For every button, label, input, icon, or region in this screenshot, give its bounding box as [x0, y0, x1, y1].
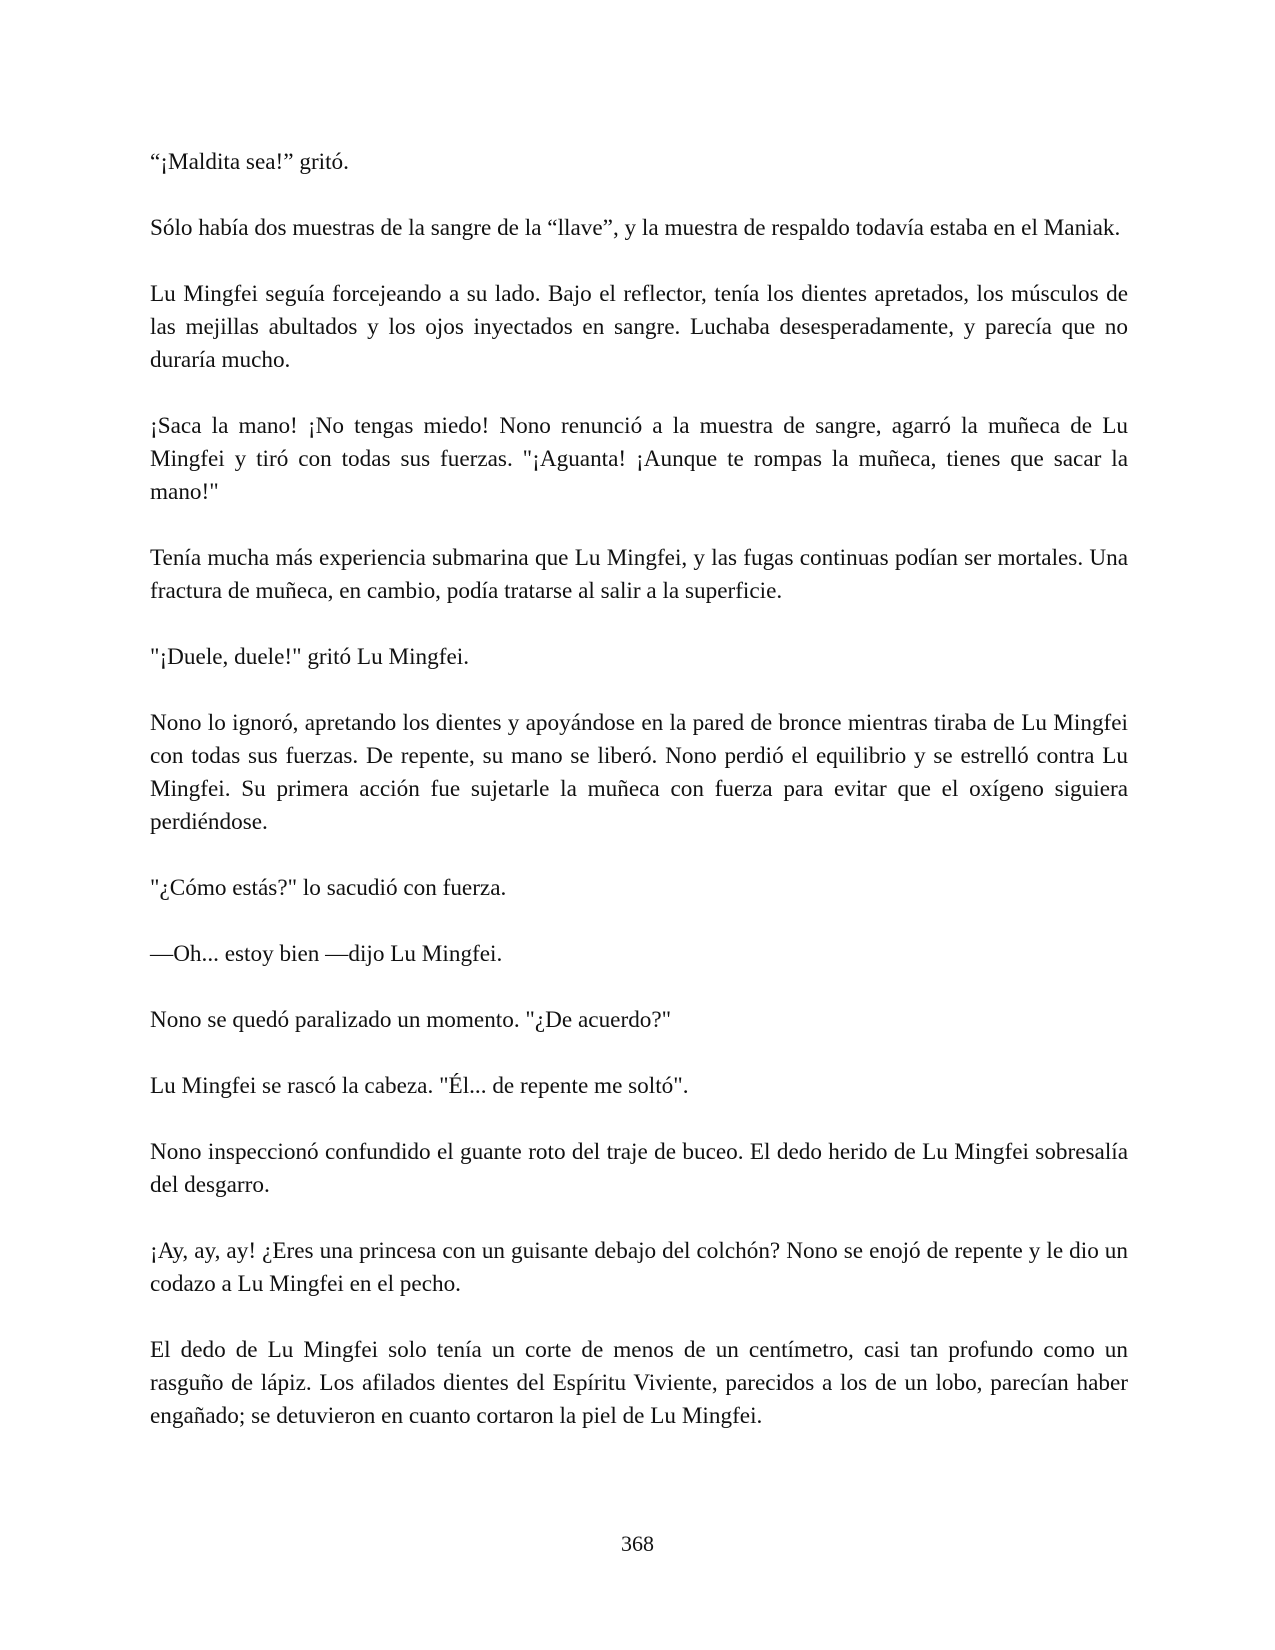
paragraph-3: Lu Mingfei seguía forcejeando a su lado. Bajo el reflector, tenía los dientes apretados, los músculos de las mejillas abultados y los ojos inyectados en sangre. Luchaba desesperadamente, y parecía que no duraría mucho. — [150, 281, 1128, 373]
paragraph-7: Nono lo ignoró, apretando los dientes y apoyándose en la pared de bronce mientras tiraba de Lu Mingfei con todas sus fuerzas. De repente, su mano se liberó. Nono perdió el equilibrio y se estrelló contra Lu Mingfei. Su primera acción fue sujetarle la muñeca con fuerza para evitar que el oxígeno siguiera perdiéndose. — [150, 710, 1128, 835]
paragraph-10: Nono se quedó paralizado un momento. "¿De acuerdo?" — [150, 1007, 672, 1033]
paragraph-6: "¡Duele, duele!" gritó Lu Mingfei. — [150, 644, 469, 670]
paragraph-1: “¡Maldita sea!” gritó. — [150, 149, 349, 175]
paragraph-8: "¿Cómo estás?" lo sacudió con fuerza. — [150, 875, 507, 901]
paragraph-11: Lu Mingfei se rascó la cabeza. "Él... de repente me soltó". — [150, 1073, 689, 1099]
paragraph-9: —Oh... estoy bien —dijo Lu Mingfei. — [150, 941, 503, 967]
paragraph-12: Nono inspeccionó confundido el guante roto del traje de buceo. El dedo herido de Lu Mingfei sobresalía del desgarro. — [150, 1139, 1128, 1198]
paragraph-2: Sólo había dos muestras de la sangre de la “llave”, y la muestra de respaldo todavía estaba en el Maniak. — [150, 215, 1121, 241]
paragraph-4: ¡Saca la mano! ¡No tengas miedo! Nono renunció a la muestra de sangre, agarró la muñeca de Lu Mingfei y tiró con todas sus fuerzas. "¡Aguanta! ¡Aunque te rompas la muñeca, tienes que sacar la mano!" — [150, 413, 1128, 505]
paragraph-5: Tenía mucha más experiencia submarina que Lu Mingfei, y las fugas continuas podían ser mortales. Una fractura de muñeca, en cambio, podía tratarse al salir a la superficie. — [150, 545, 1128, 604]
page-number: 368 — [621, 1531, 654, 1556]
page-body — [150, 146, 1128, 1466]
paragraph-14: El dedo de Lu Mingfei solo tenía un corte de menos de un centímetro, casi tan profundo como un rasguño de lápiz. Los afilados dientes del Espíritu Viviente, parecidos a los de un lobo, parecían haber engañado; se detuvieron en cuanto cortaron la piel de Lu Mingfei. — [150, 1337, 1128, 1429]
paragraph-13: ¡Ay, ay, ay! ¿Eres una princesa con un guisante debajo del colchón? Nono se enojó de repente y le dio un codazo a Lu Mingfei en el pecho. — [150, 1238, 1128, 1297]
